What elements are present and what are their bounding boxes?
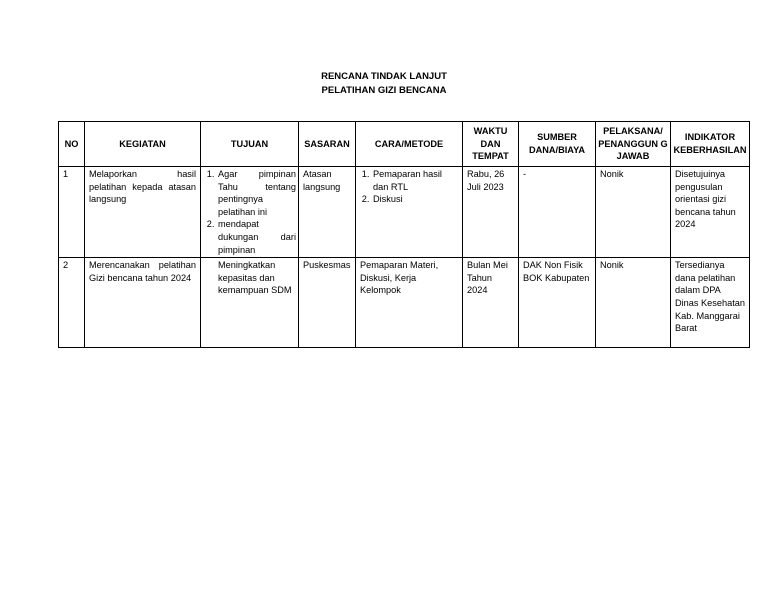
cell-sumber-dana: - <box>519 167 596 258</box>
tujuan-list <box>203 168 296 256</box>
table-row <box>59 258 750 348</box>
cell-cara-metode <box>356 167 463 258</box>
document-title <box>0 70 768 98</box>
table-header-row <box>59 122 750 167</box>
header-sasaran: SASARAN <box>299 122 356 167</box>
title-line-1: RENCANA TINDAK LANJUT <box>321 71 447 82</box>
list-item: 1. Agar pimpinan Tahu tentang pentingnya pelatihan ini <box>217 168 296 218</box>
action-plan-table <box>58 121 750 348</box>
header-kegiatan: KEGIATAN <box>85 122 201 167</box>
cell-tujuan <box>201 167 299 258</box>
cell-indikator: Disetujuinya pengusulan orientasi gizi bencana tahun 2024 <box>671 167 750 258</box>
cell-waktu-tempat: Rabu, 26 Juli 2023 <box>463 167 519 258</box>
cell-kegiatan: Melaporkan hasil pelatihan kepada atasan langsung <box>85 167 201 258</box>
cell-sasaran: Puskesmas <box>299 258 356 348</box>
cell-no: 1 <box>59 167 85 258</box>
list-item: 1. Pemaparan hasil dan RTL <box>372 168 458 193</box>
list-item: 2. Diskusi <box>372 193 458 206</box>
cell-sasaran: Atasan langsung <box>299 167 356 258</box>
header-tujuan: TUJUAN <box>201 122 299 167</box>
cell-cara-metode: Pemaparan Materi, Diskusi, Kerja Kelompok <box>356 258 463 348</box>
table-row <box>59 167 750 258</box>
cell-kegiatan: Merencanakan pelatihan Gizi bencana tahun 2024 <box>85 258 201 348</box>
cell-no: 2 <box>59 258 85 348</box>
header-sumber-dana: SUMBER DANA/BIAYA <box>519 122 596 167</box>
header-cara-metode: CARA/METODE <box>356 122 463 167</box>
cell-indikator: Tersedianya dana pelatihan dalam DPA Dinas Kesehatan Kab. Manggarai Barat <box>671 258 750 348</box>
cell-sumber-dana: DAK Non Fisik BOK Kabupaten <box>519 258 596 348</box>
cell-waktu-tempat: Bulan Mei Tahun 2024 <box>463 258 519 348</box>
header-waktu-tempat: WAKTU DAN TEMPAT <box>463 122 519 167</box>
cell-pelaksana: Nonik <box>596 258 671 348</box>
cara-list <box>358 168 458 206</box>
header-pelaksana: PELAKSANA/ PENANGGUN G JAWAB <box>596 122 671 167</box>
header-no: NO <box>59 122 85 167</box>
title-line-2: PELATIHAN GIZI BENCANA <box>321 85 447 96</box>
cell-pelaksana: Nonik <box>596 167 671 258</box>
header-indikator: INDIKATOR KEBERHASILAN <box>671 122 750 167</box>
list-item: 2. mendapat dukungan dari pimpinan <box>217 218 296 256</box>
cell-tujuan: Meningkatkan kepasitas dan kemampuan SDM <box>201 258 299 348</box>
